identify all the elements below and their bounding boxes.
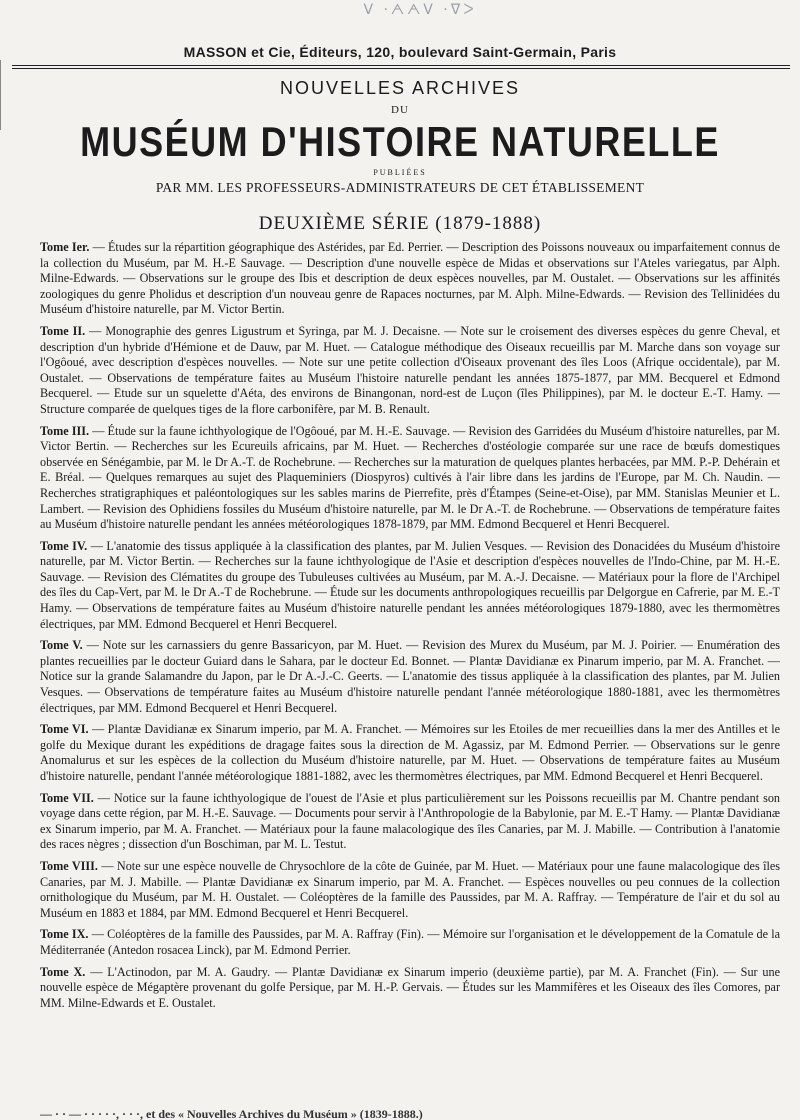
tome-label: Tome II. [40, 323, 86, 338]
tome-label: Tome VI. [40, 722, 89, 737]
tome-entry [40, 722, 780, 784]
tome-list [40, 240, 780, 1017]
tome-contents: — Coléoptères de la famille des Paussides, par M. A. Raffray (Fin). — Mémoire sur l'organisation et le développement de la Comatule de la Méditerranée (Antedon rosacea Linck), par M. Edmond Perrier. [40, 927, 780, 957]
header-rule-thin [12, 68, 790, 69]
title-par-mm: PAR MM. LES PROFESSEURS-ADMINISTRATEURS DE CET ÉTABLISSEMENT [155, 180, 645, 195]
title-du: DU [391, 104, 409, 116]
tome-contents: — Plantæ Davidianæ ex Sinarum imperio, par M. A. Franchet. — Mémoires sur les Etoiles de mer recueillies dans la mer des Antilles et le golfe du Mexique durant les expéditions de dragage faites sous la direction de M. Agassiz, par M. Edmond Perrier. — Observations sur le genre Anomalurus et sur les espèces de la collection du Muséum d'histoire naturelle, par M. Huet. — Observations de température faites au Muséum d'histoire naturelle, pendant l'année météorologique 1881-1882, avec les thermomètres électriques, par MM. Edmond Becquerel et Henri Becquerel. [40, 722, 780, 783]
header-scrap-text: ᐯ ·ᗅᗅᐯ ·ᐁᐳ [363, 2, 477, 18]
header-rule [12, 65, 790, 66]
tome-contents: — Études sur la répartition géographique des Astérides, par Ed. Perrier. — Description des Poissons nouveaux ou imparfaitement connus de la collection du Muséum, par M. H.-E Sauvage. — Description d'une nouvelle espèce de Midas et observations sur l'Ateles variegatus, par Alph. Milne-Edwards. — Observations sur le groupe des Ibis et description de deux espèces nouvelles, par M. Oustalet. — Observations sur les affinités zoologiques du genre Pholidus et description d'un nouveau genre de Rapaces nocturnes, par M. Alph. Milne-Edwards. — Revision des Tellinidées du Muséum d'histoire naturelle, par M. Victor Bertin. [40, 240, 781, 317]
tome-label: Tome X. [40, 964, 86, 979]
title-nouvelles-archives: NOUVELLES ARCHIVES [279, 78, 521, 98]
title-publiees: PUBLIÉES [373, 168, 427, 177]
tome-label: Tome V. [40, 638, 83, 653]
tome-label: Tome IX. [40, 927, 89, 942]
tome-contents: — Étude sur la faune ichthyologique de l'Ogôoué, par M. H.-E. Sauvage. — Revision des Garridées du Muséum d'histoire naturelles, par M. Victor Bertin. — Recherches sur les Ecureuils africains, par M. Huet. — Recherches d'ostéologie comparée sur une race de bœufs domestiques observée en Sénégambie, par M. le Dr A.-T. de Rochebrune. — Recherches sur la maturation de quelques plantes herbacées, par MM. P.-P. Dehérain et E. Bréal. — Quelques remarques au sujet des Plaqueminiers (Diospyros) cultivés à l'air libre dans les jardins de l'Europe, par M. Ch. Naudin. — Recherches stratigraphiques et paléontologiques sur les sables marins de Pierrefite, près d'Étampes (Seine-et-Oise), par MM. Stanislas Meunier et L. Lambert. — Revision des Ophidiens fossiles du Muséum d'histoire naturelle, par M. le Dr A.-T. de Rochebrune. — Observations de température faites au Muséum d'histoire naturelle pendant les années météorologiques 1878-1879, par MM. Edmond Becquerel et Henri Becquerel. [40, 423, 781, 532]
tome-entry [40, 859, 780, 921]
tome-entry [40, 539, 780, 633]
tome-entry [40, 324, 780, 418]
tome-contents: — Notice sur la faune ichthyologique de l'ouest de l'Asie et plus particulièrement sur les Poissons recueillis par M. Chantre pendant son voyage dans cette région, par M. H.-E. Sauvage. — Documents pour servir à l'Anthropologie de la Babylonie, par M. E.-T Hamy. — Plantæ Davidianæ ex Sinarum imperio, par M. A. Franchet. — Matériaux pour la faune malacologique des îles Canaries, par M. J. Mabille. — Contribution à l'anatomie des races nègres ; dissection d'un Boschiman, par M. L. Testut. [40, 790, 781, 852]
tome-label: Tome IV. [40, 538, 88, 553]
tome-entry [40, 965, 780, 1012]
tome-contents: — Monographie des genres Ligustrum et Syringa, par M. J. Decaisne. — Note sur le croisement des diverses espèces du genre Cheval, et description d'un hybride d'Hémione et de Dauw, par M. Huet. — Catalogue méthodique des Oiseaux recueillis par M. Marche dans son voyage sur l'Ogôoué, avec description d'espèces nouvelles. — Note sur une petite collection d'Oiseaux provenant des îles Loos (Afrique occidentale), par M. Oustalet. — Observations de température faites au Muséum l'histoire naturelle pendant les années 1875-1877, par MM. Becquerel et Edmond Becquerel. — Etude sur un squelette d'Aéta, des environs de Binangonan, nord-est de Luçon (îles Philippines), par M. le docteur E.-T. Hamy. — Structure comparée de quelques tiges de la flore carbonifère, par M. B. Renault. [40, 323, 781, 416]
tome-contents: — L'Actinodon, par M. A. Gaudry. — Plantæ Davidianæ ex Sinarum imperio (deuxième partie), par M. A. Franchet (Fin). — Sur une nouvelle espèce de Mégaptère provenant du golfe Persique, par M. H.-P. Gervais. — Études sur les Mammifères et les Oiseaux des îles Comores, par MM. Milne-Edwards et E. Oustalet. [40, 964, 781, 1010]
tome-label: Tome III. [40, 423, 90, 438]
series-title: DEUXIÈME SÉRIE (1879-1888) [258, 213, 542, 234]
title-museum: MUSÉUM D'HISTOIRE NATURELLE [80, 118, 720, 166]
tome-contents: — Note sur les carnassiers du genre Bassaricyon, par M. Huet. — Revision des Murex du Muséum, par M. J. Poirier. — Enumération des plantes recueillies par le docteur Guiard dans le Sahara, par le docteur Ed. Bonnet. — Plantæ Davidianæ ex Pinarum imperio, par M. A. Franchet. — Notice sur la grande Salamandre du Japon, par le Dr A.-J.-C. Geerts. — L'anatomie des tissus appliquée à la classification des plantes, par M. Julien Vesques. — Observations de température faites au Muséum d'histoire naturelle pendant l'année météorologique 1880-1881, avec les thermomètres électriques, par MM. Edmond Becquerel et Henri Becquerel. [40, 638, 780, 715]
tome-entry [40, 791, 780, 853]
tome-entry [40, 424, 780, 533]
tome-entry [40, 638, 780, 716]
tome-contents: — Note sur une espèce nouvelle de Chrysochlore de la côte de Guinée, par M. Huet. — Matériaux pour une faune malacologique des îles Canaries, par M. J. Mabille. — Plantæ Davidianæ ex Sinarum imperio, par M. A. Franchet. — Espèces nouvelles ou peu connues de la collection ornithologique du Muséum, par M. H. Oustalet. — Coléoptères de la famille des Paussides, par M. A. Raffray. — Température de l'air et du sol au Muséum en 1883 et 1884, par MM. Edmond Becquerel et Henri Becquerel. [40, 858, 781, 920]
footer-partial-line: — · · — · · · · ·, · · ·, et des « Nouvelles Archives du Muséum » (1839-1888.) [40, 1108, 423, 1120]
tome-contents: — L'anatomie des tissus appliquée à la classification des plantes, par M. Julien Vesques. — Revision des Donacidées du Muséum d'histoire naturelle, par M. Victor Bertin. — Recherches sur la faune ichthyologique de l'Asie et description d'espèces nouvelles de l'Indo-Chine, par M. H.-E. Sauvage. — Revision des Clématites du groupe des Tubuleuses cultivées au Muséum, par M. A.-J. Decaisne. — Matériaux pour la flore de l'Archipel des îles du Cap-Vert, par M. le Dr A.-T de Rochebrune. — Étude sur les documents anthropologiques recueillis par Delgorgue en Cafrerie, par M. E.-T Hamy. — Observations de température faites au Muséum d'histoire naturelle pendant les années météorologiques 1879-1880, avec les thermomètres électriques, par MM. Edmond Becquerel et Henri Becquerel. [40, 538, 781, 631]
publisher-line: MASSON et Cie, Éditeurs, 120, boulevard Saint-Germain, Paris [183, 44, 617, 60]
tome-entry [40, 927, 780, 958]
tome-entry [40, 240, 780, 318]
tome-label: Tome VIII. [40, 858, 98, 873]
tome-label: Tome VII. [40, 790, 94, 805]
tome-label: Tome Ier. [40, 240, 90, 254]
